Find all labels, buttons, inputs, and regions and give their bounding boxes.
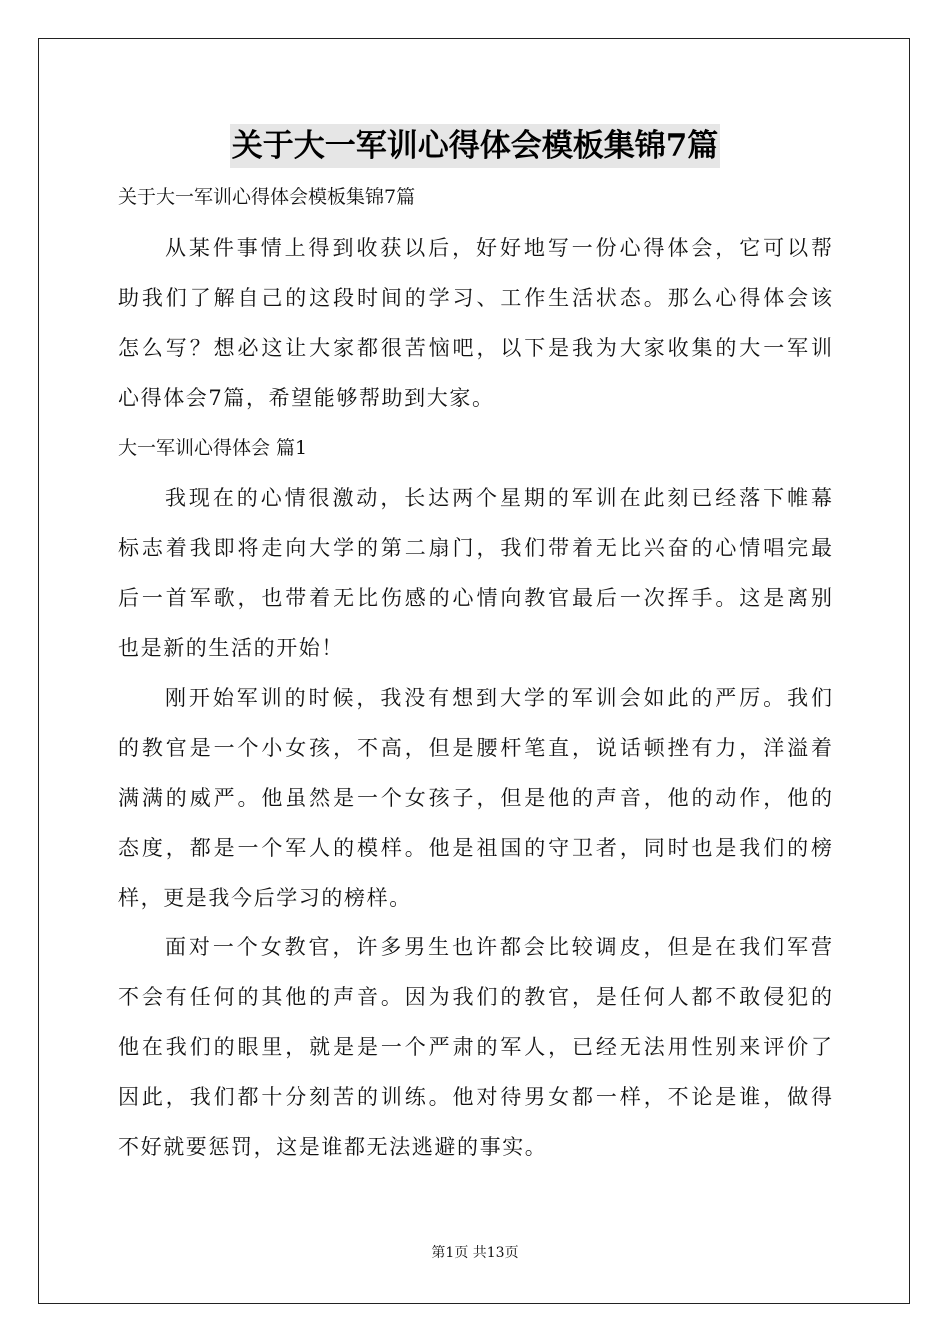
- paragraph3-line-2: 不会有任何的其他的声音。因为我们的教官，是任何人都不敢侵犯的: [118, 985, 832, 1009]
- section-heading: 大一军训心得体会 篇1: [118, 437, 308, 459]
- intro-line-4: 心得体会7篇，希望能够帮助到大家。: [118, 386, 495, 410]
- paragraph3-line-4: 因此，我们都十分刻苦的训练。他对待男女都一样，不论是谁，做得: [118, 1085, 832, 1109]
- document-subtitle: 关于大一军训心得体会模板集锦7篇: [118, 186, 416, 208]
- intro-line-2: 助我们了解自己的这段时间的学习、工作生活状态。那么心得体会该: [118, 286, 832, 310]
- page-footer: 第1页 共13页: [431, 1245, 519, 1261]
- paragraph2-line-5: 样，更是我今后学习的榜样。: [118, 886, 412, 910]
- paragraph3-line-3: 他在我们的眼里，就是是一个严肃的军人，已经无法用性别来评价了: [118, 1035, 832, 1059]
- paragraph2-line-3: 满满的威严。他虽然是一个女孩子，但是他的声音，他的动作，他的: [118, 786, 832, 810]
- paragraph1-line-1: 我现在的心情很激动，长达两个星期的军训在此刻已经落下帷幕: [165, 486, 832, 510]
- paragraph2-line-4: 态度，都是一个军人的模样。他是祖国的守卫者，同时也是我们的榜: [118, 836, 832, 860]
- paragraph3-line-5: 不好就要惩罚，这是谁都无法逃避的事实。: [118, 1135, 548, 1159]
- paragraph2-line-1: 刚开始军训的时候，我没有想到大学的军训会如此的严厉。我们: [165, 686, 832, 710]
- paragraph3-line-1: 面对一个女教官，许多男生也许都会比较调皮，但是在我们军营: [165, 935, 832, 959]
- intro-line-1: 从某件事情上得到收获以后，好好地写一份心得体会，它可以帮: [165, 236, 832, 260]
- title-container: [0, 124, 950, 168]
- intro-line-3: 怎么写？想必这让大家都很苦恼吧，以下是我为大家收集的大一军训: [118, 336, 832, 360]
- paragraph1-line-4: 也是新的生活的开始！: [118, 636, 344, 660]
- paragraph2-line-2: 的教官是一个小女孩，不高，但是腰杆笔直，说话顿挫有力，洋溢着: [118, 736, 832, 760]
- page-border: [38, 38, 910, 1304]
- paragraph1-line-3: 后一首军歌，也带着无比伤感的心情向教官最后一次挥手。这是离别: [118, 586, 832, 610]
- paragraph1-line-2: 标志着我即将走向大学的第二扇门，我们带着无比兴奋的心情唱完最: [118, 536, 832, 560]
- document-title: 关于大一军训心得体会模板集锦7篇: [230, 124, 721, 168]
